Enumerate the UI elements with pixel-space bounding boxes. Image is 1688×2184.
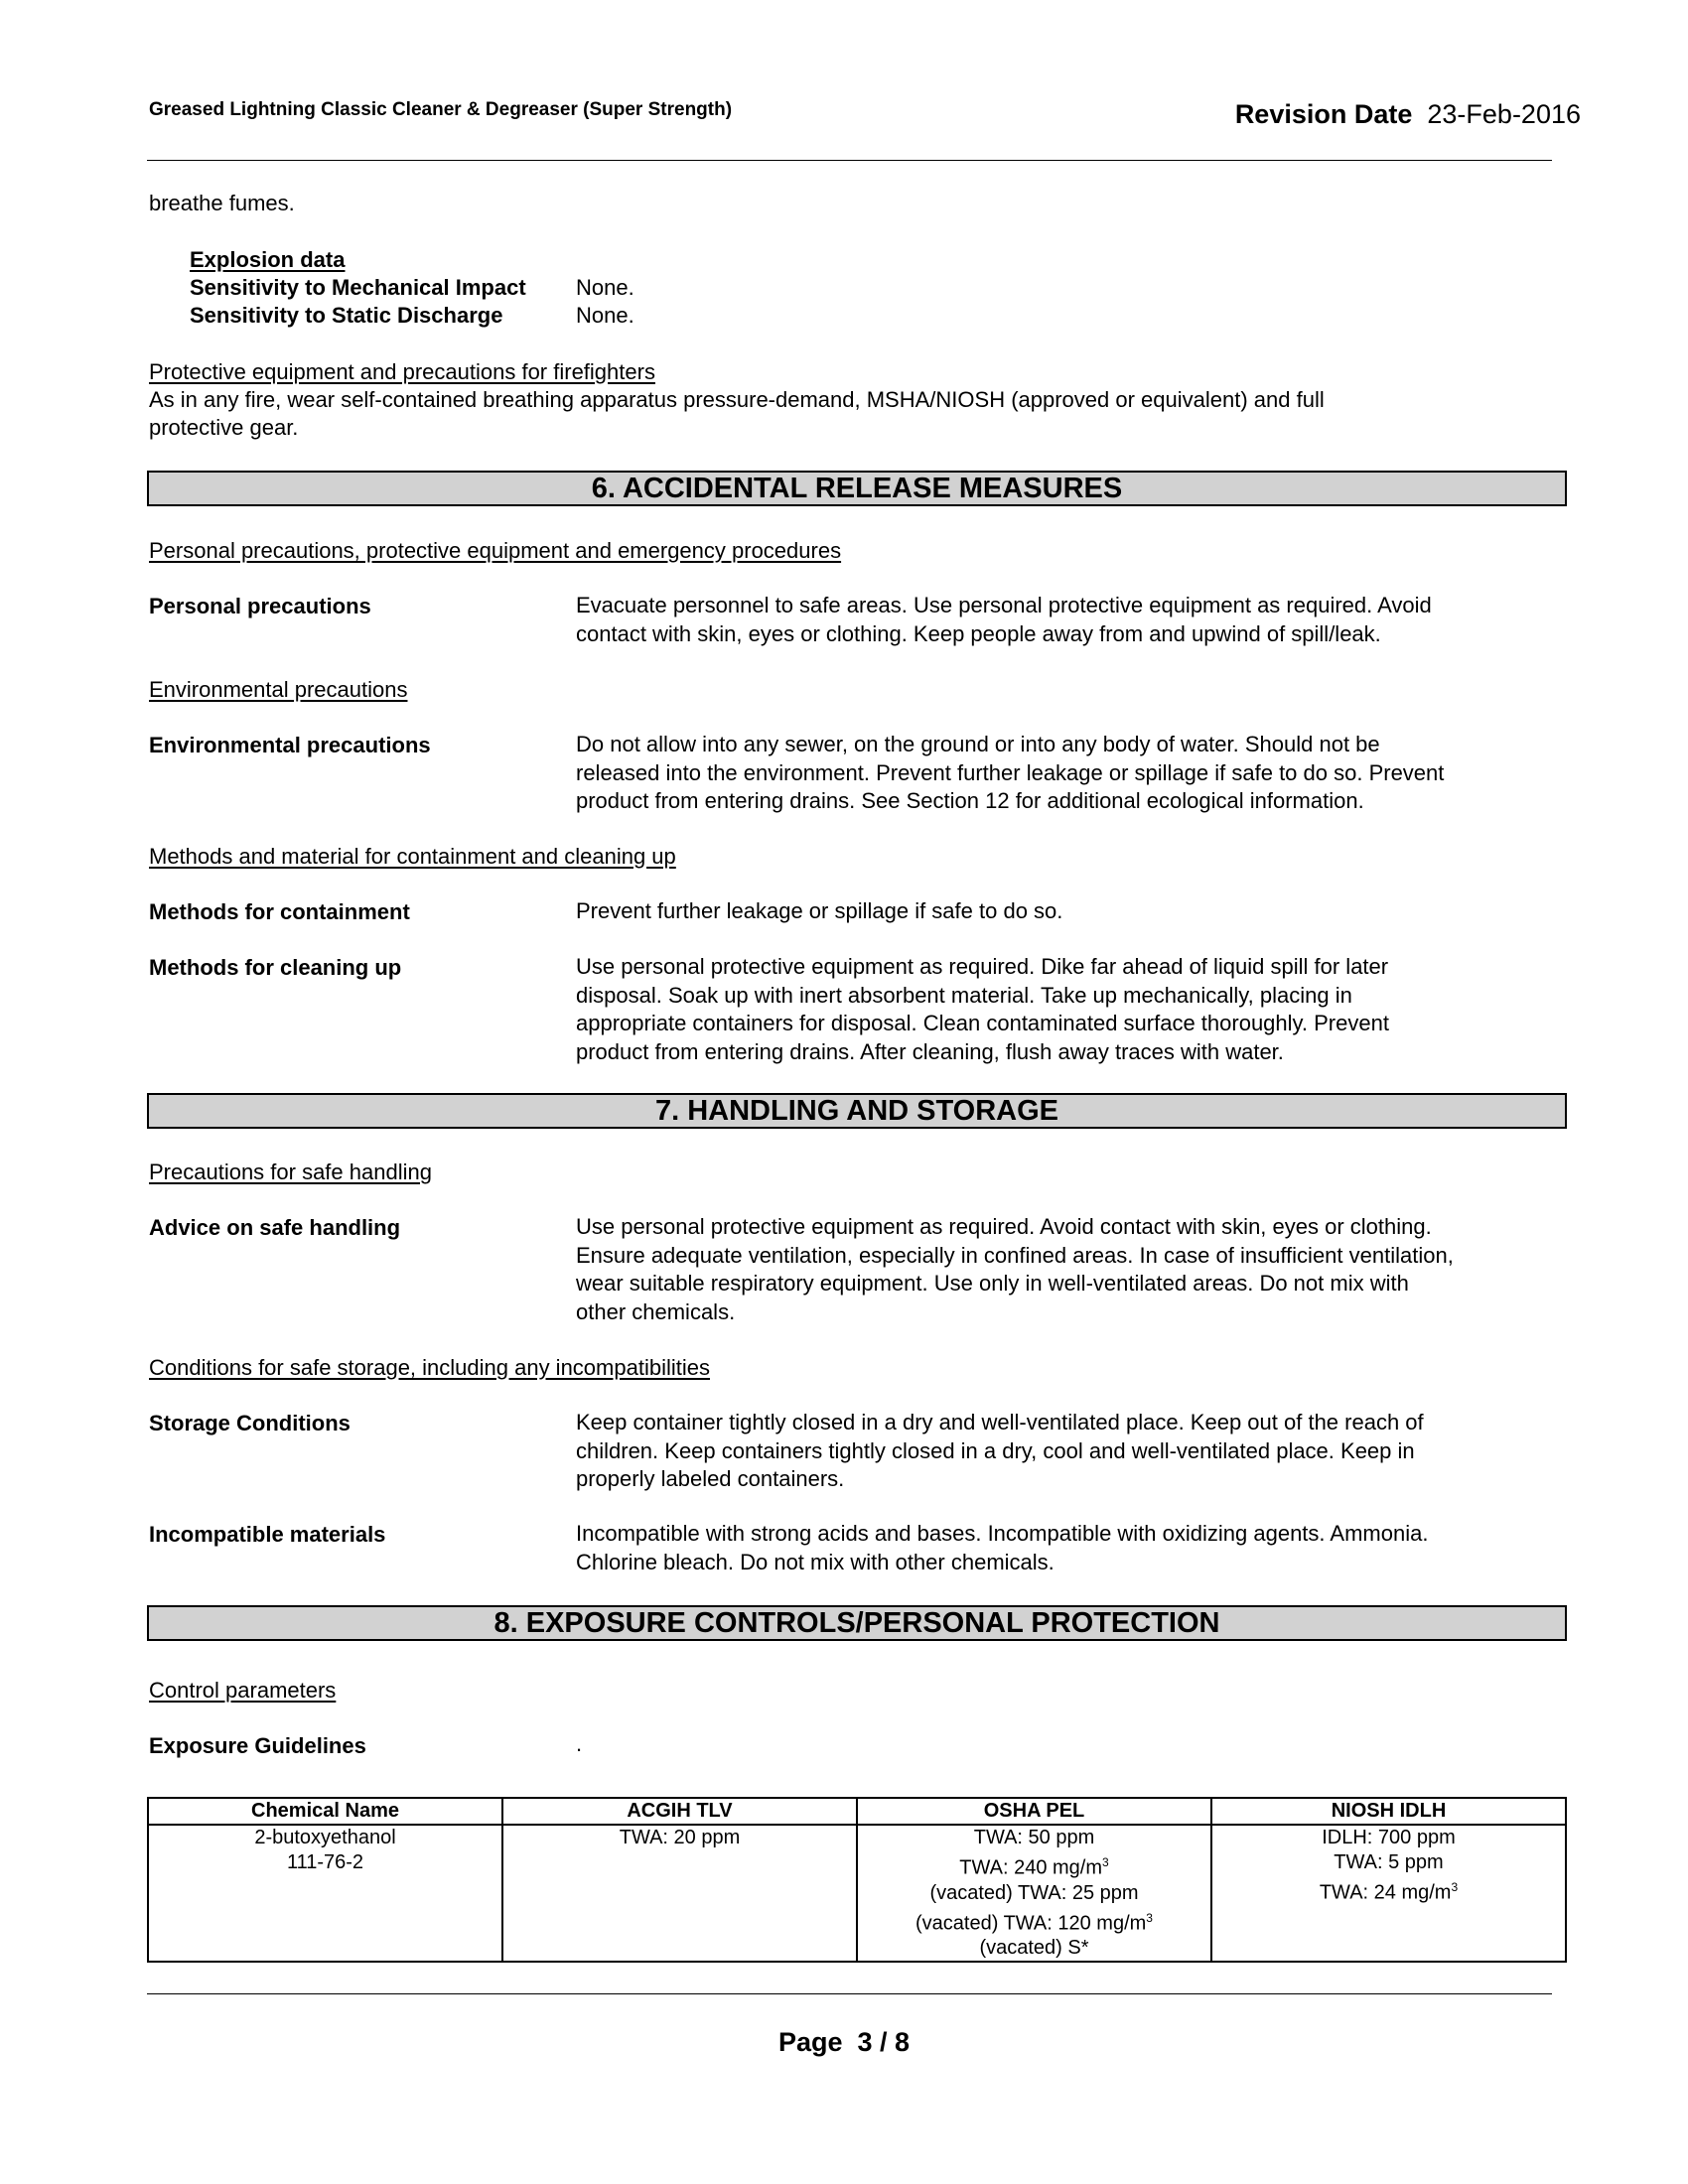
niosh-cell (1211, 1825, 1566, 1962)
exposure-guidelines-value: . (576, 1731, 583, 1756)
personal-precautions-subheading: Personal precautions, protective equipment and emergency procedures (149, 538, 842, 563)
exposure-guidelines-label: Exposure Guidelines (149, 1733, 366, 1758)
text-line: Evacuate personnel to safe areas. Use personal protective equipment as required. Avoid (576, 593, 1432, 617)
osha-value: (vacated) TWA: 25 ppm (929, 1881, 1139, 1904)
footer-divider (147, 1993, 1552, 1994)
static-discharge-label: Sensitivity to Static Discharge (190, 303, 503, 328)
osha-value-text: (vacated) TWA: 120 mg/m (915, 1912, 1147, 1935)
safe-storage-subheading: Conditions for safe storage, including any incompatibilities (149, 1355, 710, 1380)
incompatible-materials-label: Incompatible materials (149, 1522, 386, 1547)
section-8-header: 8. EXPOSURE CONTROLS/PERSONAL PROTECTION (147, 1605, 1567, 1641)
cleaning-up-label: Methods for cleaning up (149, 955, 402, 980)
firefighters-text-line: protective gear. (149, 415, 299, 440)
superscript: 3 (1451, 1880, 1459, 1894)
chemical-name: 2-butoxyethanol (254, 1827, 396, 1848)
text-line: children. Keep containers tightly closed in a dry, cool and well-ventilated place. Keep in (576, 1437, 1415, 1463)
osha-value: TWA: 50 ppm (973, 1827, 1095, 1848)
environmental-precautions-subheading: Environmental precautions (149, 677, 408, 702)
safe-handling-label: Advice on safe handling (149, 1215, 401, 1240)
static-discharge-value: None. (576, 303, 634, 328)
environmental-precautions-label: Environmental precautions (149, 733, 431, 757)
osha-cell (857, 1825, 1211, 1962)
containment-label: Methods for containment (149, 899, 410, 924)
storage-conditions-value (576, 1409, 1574, 1494)
cleaning-up-value (576, 953, 1574, 1066)
column-header: NIOSH IDLH (1211, 1798, 1566, 1825)
text-line: disposal. Soak up with inert absorbent material. Take up mechanically, placing in (576, 982, 1352, 1008)
acgih-cell (502, 1825, 857, 1962)
text-line: Keep container tightly closed in a dry and well-ventilated place. Keep out of the reach of (576, 1410, 1424, 1434)
personal-precautions-label: Personal precautions (149, 594, 371, 618)
section-7-header: 7. HANDLING AND STORAGE (147, 1093, 1567, 1129)
revision-date (1235, 99, 1581, 130)
safe-handling-value (576, 1213, 1574, 1326)
storage-conditions-label: Storage Conditions (149, 1411, 351, 1435)
text-line: Use personal protective equipment as required. Dike far ahead of liquid spill for later (576, 954, 1389, 979)
text-line: other chemicals. (576, 1298, 736, 1324)
text-line: Do not allow into any sewer, on the ground or into any body of water. Should not be (576, 732, 1380, 756)
text-line: contact with skin, eyes or clothing. Keep people away from and upwind of spill/leak. (576, 620, 1381, 646)
niosh-value (1216, 1875, 1561, 1906)
incompatible-materials-value (576, 1520, 1574, 1576)
header-divider (147, 160, 1552, 161)
page-value: 3 / 8 (857, 2027, 911, 2057)
osha-value-text: TWA: 240 mg/m (959, 1856, 1103, 1879)
cas-number: 111-76-2 (286, 1851, 364, 1873)
revision-date-label: Revision Date (1234, 99, 1413, 129)
niosh-value: TWA: 5 ppm (1334, 1851, 1444, 1873)
superscript: 3 (1146, 1910, 1153, 1925)
firefighters-heading: Protective equipment and precautions for firefighters (149, 359, 655, 384)
document-title: Greased Lightning Classic Cleaner & Degreaser (Super Strength) (149, 99, 733, 120)
column-header: OSHA PEL (857, 1798, 1211, 1825)
text-line: Use personal protective equipment as required. Avoid contact with skin, eyes or clothing. (576, 1214, 1432, 1239)
text-line: Ensure adequate ventilation, especially in confined areas. In case of insufficient ventilation, (576, 1242, 1454, 1268)
page-label: Page (777, 2027, 843, 2057)
acgih-value: TWA: 20 ppm (619, 1827, 741, 1848)
control-parameters-subheading: Control parameters (149, 1678, 337, 1703)
osha-value (862, 1906, 1206, 1937)
containment-cleaning-subheading: Methods and material for containment and cleaning up (149, 844, 676, 869)
niosh-value: IDLH: 700 ppm (1322, 1827, 1456, 1848)
chemical-name-cell (148, 1825, 502, 1962)
text-line: Incompatible with strong acids and bases. Incompatible with oxidizing agents. Ammonia. (576, 1521, 1429, 1546)
table-header-row (148, 1798, 1566, 1825)
table-row (148, 1825, 1566, 1962)
niosh-value-text: TWA: 24 mg/m (1319, 1881, 1452, 1904)
revision-date-value: 23-Feb-2016 (1427, 99, 1581, 129)
text-line: Chlorine bleach. Do not mix with other chemicals. (576, 1549, 1055, 1574)
page-number (0, 2027, 1688, 2058)
mechanical-impact-label: Sensitivity to Mechanical Impact (190, 275, 526, 300)
text-line: released into the environment. Prevent further leakage or spillage if safe to do so. Prevent (576, 759, 1445, 785)
section-6-header: 6. ACCIDENTAL RELEASE MEASURES (147, 471, 1567, 506)
text-line: wear suitable respiratory equipment. Use only in well-ventilated areas. Do not mix with (576, 1271, 1409, 1296)
column-header: ACGIH TLV (502, 1798, 857, 1825)
text-line: appropriate containers for disposal. Clean contaminated surface thoroughly. Prevent (576, 1011, 1389, 1035)
column-header: Chemical Name (148, 1798, 502, 1825)
superscript: 3 (1102, 1855, 1109, 1869)
containment-value: Prevent further leakage or spillage if safe to do so. (576, 898, 1063, 923)
safe-handling-subheading: Precautions for safe handling (149, 1160, 432, 1184)
continued-text: breathe fumes. (149, 191, 295, 215)
firefighters-text-line: As in any fire, wear self-contained breathing apparatus pressure-demand, MSHA/NIOSH (approved or equivalent) and full (149, 387, 1325, 412)
personal-precautions-value (576, 592, 1574, 648)
text-line: properly labeled containers. (576, 1466, 845, 1491)
explosion-data-heading: Explosion data (190, 247, 346, 272)
text-line: product from entering drains. After cleaning, flush away traces with water. (576, 1038, 1284, 1064)
exposure-guidelines-table (147, 1797, 1567, 1963)
osha-value (862, 1850, 1206, 1881)
mechanical-impact-value: None. (576, 275, 634, 300)
osha-value: (vacated) S* (979, 1937, 1089, 1960)
text-line: product from entering drains. See Section 12 for additional ecological information. (576, 788, 1364, 813)
environmental-precautions-value (576, 731, 1574, 816)
